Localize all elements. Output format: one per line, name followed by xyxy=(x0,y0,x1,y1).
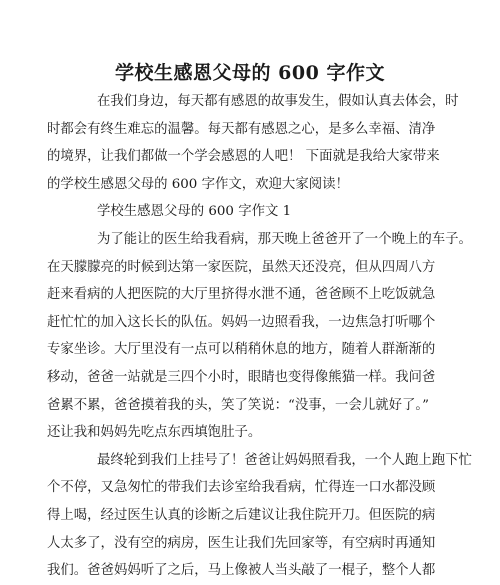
intro-line-4: 的学校生感恩父母的 600 字作文，欢迎大家阅读！ xyxy=(47,176,349,192)
intro-line-1: 在我们身边，每天都有感恩的故事发生，假如认真去体会，时 xyxy=(97,94,459,109)
paragraph1-line-3: 赶来看病的人把医院的大厅里挤得水泄不通，爸爸顾不上吃饭就急 xyxy=(47,287,436,303)
paragraph2-line-5: 我们。爸爸妈妈听了之后，马上像被人当头敲了一棍子，整个人都 xyxy=(47,563,436,579)
paragraph2-line-3: 得上喝，经过医生认真的诊断之后建议让我住院开刀。但医院的病 xyxy=(47,507,436,523)
paragraph1-line-2: 在天朦朦亮的时候到达第一家医院，虽然天还没亮，但从四周八方 xyxy=(47,259,436,275)
section-heading: 学校生感恩父母的 600 字作文 1 xyxy=(97,204,292,220)
intro-line-3: 的境界，让我们都做一个学会感恩的人吧！ 下面就是我给大家带来 xyxy=(47,149,440,165)
paragraph1-line-4: 赶忙忙的加入这长长的队伍。妈妈一边照看我，一边焦急打听哪个 xyxy=(47,314,436,330)
paragraph1-line-8: 还让我和妈妈先吃点东西填饱肚子。 xyxy=(47,425,262,441)
paragraph2-line-2: 个不停，又急匆忙的带我们去诊室给我看病，忙得连一口水都没顾 xyxy=(47,480,436,496)
intro-line-2: 时都会有终生难忘的温馨。每天都有感恩之心，是多么幸福、清净 xyxy=(47,121,436,137)
paragraph1-line-6: 移动，爸爸一站就是三四个小时，眼睛也变得像熊猫一样。我问爸 xyxy=(47,369,436,385)
document-body xyxy=(47,88,472,585)
paragraph2-line-1: 最终轮到我们上挂号了！爸爸让妈妈照看我，一个人跑上跑下忙 xyxy=(97,452,472,468)
paragraph1-line-5: 专家坐诊。大厅里没有一点可以稍稍休息的地方，随着人群渐渐的 xyxy=(47,342,436,358)
paragraph1-line-1: 为了能让的医生给我看病，那天晚上爸爸开了一个晚上的车子。 xyxy=(97,231,472,247)
paragraph2-line-4: 人太多了，没有空的病房，医生让我们先回家等，有空病时再通知 xyxy=(47,535,436,551)
paragraph1-line-7: 爸累不累，爸爸摸着我的头，笑了笑说：“没事，一会儿就好了。” xyxy=(47,397,429,413)
document-title: 学校生感恩父母的 600 字作文 xyxy=(115,62,385,84)
